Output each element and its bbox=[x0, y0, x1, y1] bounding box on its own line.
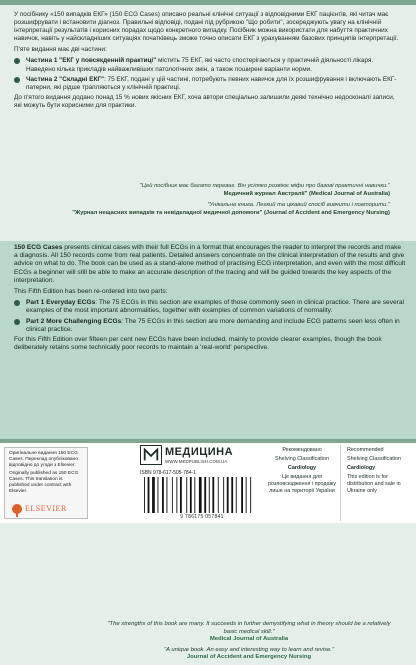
en-part2-text: : The 75 ECGs in this section are more demanding and include ECG patterns seen less often in clinical practice. bbox=[26, 317, 400, 333]
elsevier-logo: ELSEVIER bbox=[25, 504, 67, 513]
ua-intro: У посібнику «150 випадків ЕКГ» (150 ECG Cases) описано реальні клінічні ситуації з відповідними ЕКГ пацієнтів, які читач має розшифрувати і встановити діагноз. Правильні відповіді, подані під рубрикою "Що робити", зосереджують увагу на клінічній інтерпретації результатів і корисних порадах щодо конкретного випадку. Посібник можна використати для набуття практичних навичок, навіть у найскладніших ситуаціях початківець зможе точно описати ЕКГ з урахуванням базових принципів інтерпретації. bbox=[14, 11, 399, 43]
shelving-box-en bbox=[340, 445, 412, 521]
bullet-icon bbox=[14, 77, 20, 83]
barcode bbox=[140, 477, 264, 513]
barcode-bar bbox=[204, 477, 206, 513]
en-reordered: This Fifth Edition has been re-ordered into two parts: bbox=[14, 288, 168, 296]
barcode-bar bbox=[227, 477, 229, 513]
en-fifth-edition: For this Fifth Edition over fifteen per cent new ECGs have been included, mainly to provide clearer examples, though the book deliberately retains some technically poor records to maintain a 'real-world' perspective. bbox=[14, 336, 382, 352]
original-edition-info bbox=[4, 447, 88, 519]
bullet-icon bbox=[14, 58, 20, 64]
barcode-bar bbox=[209, 477, 210, 513]
ua-source-2: "Журнал нещасних випадків та невідкладної медичної допомоги" (Journal of Accident and Emergency Nursing) bbox=[72, 209, 390, 216]
barcode-bar bbox=[231, 477, 233, 513]
en-shelving: Shelving Classification bbox=[347, 456, 401, 462]
elsevier-tree-icon bbox=[11, 503, 23, 517]
barcode-bar bbox=[158, 477, 159, 513]
ua-part2-text: : 75 ЕКГ, подані у цій частині, потребують певних навичок для їх розшифрування і включають ЕКГ-патерни, які рідше трапляються у клінічній практиці. bbox=[26, 75, 397, 91]
ua-fifth-edition: До п'ятого видання додано понад 15 % нових якісних ЕКГ, хоча автори спеціально залишили деякі технічно недосконалі записи, які можуть бути корисними для практики. bbox=[14, 93, 395, 109]
isbn: ISBN 978-617-505-784-1 bbox=[140, 470, 196, 476]
barcode-bar bbox=[236, 477, 237, 513]
en-category: Cardiology bbox=[347, 465, 376, 471]
bullet-icon bbox=[14, 300, 20, 306]
barcode-bar bbox=[180, 477, 182, 513]
bottom-rule bbox=[0, 439, 416, 443]
bottom-strip bbox=[0, 439, 416, 523]
ua-quote-2: "Унікальна книга. Легкий та цікавий спосіб вивчити і повторити." bbox=[207, 202, 390, 209]
barcode-bar bbox=[148, 477, 150, 513]
ua-part1-text: містить 75 ЕКГ, які часто спостерігаються у практичній діяльності лікаря. Наведено кілька прикладів найважливіших патологічних змін, а також поширені варіанти норми. bbox=[26, 57, 374, 73]
en-part1-title: Part 1 Everyday ECGs bbox=[26, 299, 96, 307]
barcode-bar bbox=[194, 477, 195, 513]
ua-parts-intro: П'яте видання має дві частини: bbox=[14, 46, 107, 54]
info-ua: Оригінальне видання 150 ECG Cases. Переклад опубліковано відповідно до угоди з Elsevier. bbox=[9, 451, 78, 468]
en-part2-title: Part 2 More Challenging ECGs bbox=[26, 317, 122, 325]
ua-distribution: Це видання для розповсюдження і продажу лише на території України bbox=[268, 474, 336, 494]
ua-part2-title: Частина 2 "Складні ЕКГ" bbox=[26, 75, 104, 83]
en-intro bbox=[14, 244, 406, 285]
en-intro-title: 150 ECG Cases bbox=[14, 244, 63, 251]
barcode-bar bbox=[172, 477, 173, 513]
barcode-bar bbox=[246, 477, 247, 513]
barcode-bar bbox=[241, 477, 243, 513]
info-en: Originally published as 150 ECG Cases. This translation is published under contract with Elsevier. bbox=[9, 471, 79, 494]
barcode-bar bbox=[212, 477, 214, 513]
barcode-bar bbox=[223, 477, 224, 513]
ua-part1-title: Частина 1 "ЕКГ у повсякденній практиці" bbox=[26, 57, 157, 65]
publisher-url: WWW.MEDPUBLISH.COM.UA bbox=[165, 459, 228, 464]
bullet-icon bbox=[14, 319, 20, 325]
barcode-bar bbox=[162, 477, 164, 513]
barcode-number: 9 786175 057841 bbox=[180, 514, 224, 520]
publisher-logo-icon bbox=[140, 445, 162, 465]
english-text bbox=[14, 244, 406, 355]
en-source-1: Medical Journal of Australia bbox=[209, 636, 289, 643]
ua-source-1: Медичний журнал Австралії" (Medical Journal of Australia) bbox=[223, 190, 390, 197]
en-quote-1: "The strengths of this book are many. It succeeds in further demystifying what in theory should be a relatively basic medical skill." bbox=[107, 621, 391, 635]
barcode-bar bbox=[176, 477, 177, 513]
en-intro-text: presents clinical cases with their full ECGs in a format that encourages the reader to interpret the records and make a diagnosis. All 150 records come from real patients. Detailed answers concentrate on the clinical interpretation of the results and give advice on what to do. The book can be used as a stand-alone method of practising ECG interpretation, and even with the most difficult ECGs a beginner will still be able to make an accurate description of the tracing and will be guided towards the key aspects of the interpretation. bbox=[14, 244, 406, 284]
publisher-name: МЕДИЦИНА bbox=[165, 446, 234, 458]
barcode-bar bbox=[199, 477, 202, 513]
en-recommended: Recommended bbox=[347, 447, 384, 453]
shelving-box-ua bbox=[266, 445, 338, 521]
ua-part1 bbox=[14, 57, 404, 73]
barcode-bar bbox=[186, 477, 187, 513]
en-part1-text: : The 75 ECGs in this section are examples of those commonly seen in clinical practice. There are several examples of the most important abnormalities, together with examples of common variations of normality. bbox=[26, 299, 404, 315]
en-source-2: Journal of Accident and Emergency Nursing bbox=[186, 654, 312, 661]
en-part1 bbox=[14, 299, 406, 315]
ua-category: Cardiology bbox=[287, 465, 317, 471]
ua-part2 bbox=[14, 76, 404, 92]
en-distribution: This edition is for distribution and sale in Ukraine only bbox=[347, 474, 401, 494]
ukrainian-text bbox=[14, 11, 404, 113]
en-quote-2: "A unique book. An easy and interesting way to learn and revise." bbox=[163, 646, 335, 653]
ua-quote-1: "Цей посібник має багато переваг. Він усіляко розвіює міфи про базові практичні навички." bbox=[139, 183, 390, 189]
barcode-bar bbox=[144, 477, 145, 513]
en-quotes bbox=[104, 621, 394, 665]
barcode-bar bbox=[190, 477, 192, 513]
barcode-bar bbox=[250, 477, 251, 513]
ua-shelving: Shelving Classification bbox=[275, 456, 329, 462]
en-part2 bbox=[14, 318, 406, 334]
ukrainian-section bbox=[0, 5, 416, 241]
barcode-bar bbox=[218, 477, 219, 513]
ua-recommended: Рекомендовано bbox=[282, 447, 322, 453]
barcode-bar bbox=[167, 477, 168, 513]
ua-quotes bbox=[60, 183, 390, 221]
barcode-bar bbox=[152, 477, 155, 513]
